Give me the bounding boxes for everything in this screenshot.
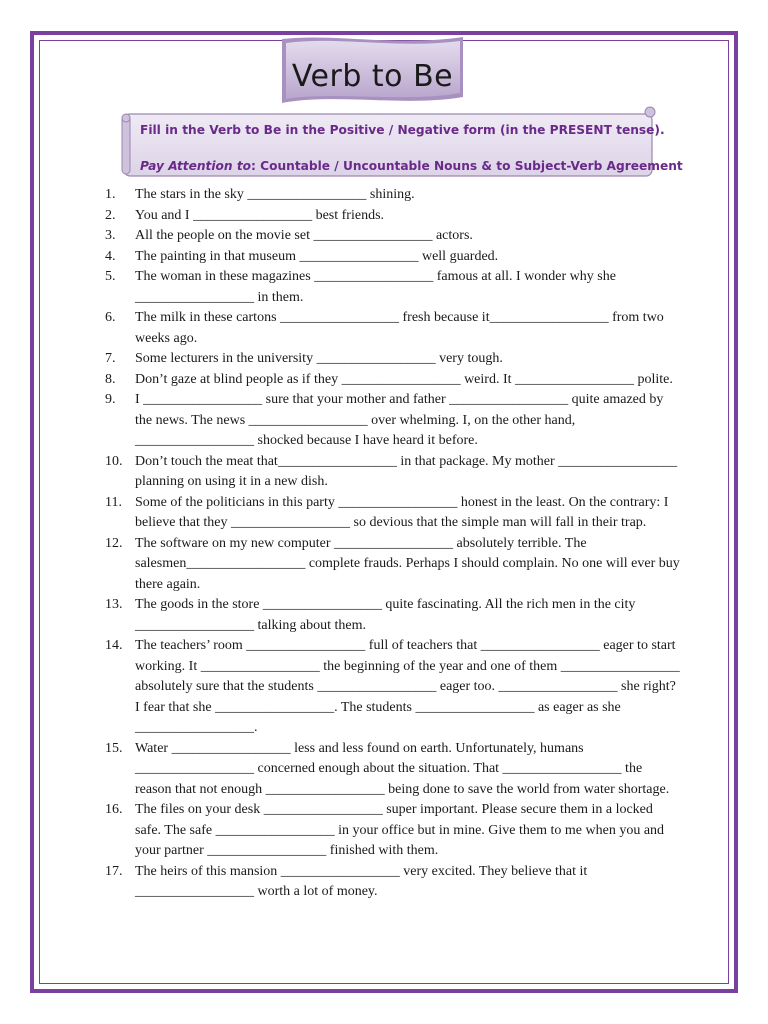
question-item [105,800,680,862]
question-item [105,267,680,308]
question-number: 11. [105,494,122,510]
question-text: Some lecturers in the university _________________ very tough. [135,351,503,366]
question-text: I _________________ sure that your mother and father _________________ quite amazed by the news. The news _________________ over whelming. I, on the other hand, _________________ shocked because I have heard it before. [135,392,664,448]
instruction-line-2-rest: : Countable / Uncountable Nouns & to Subject-Verb Agreement [251,159,683,173]
question-number: 5. [105,269,116,284]
question-number: 7. [105,351,116,366]
question-number: 1. [105,187,116,202]
question-item [105,206,680,227]
question-text: The heirs of this mansion _________________ very excited. They believe that it _________________ worth a lot of money. [135,863,588,899]
question-item [105,739,680,801]
question-text: Water _________________ less and less found on earth. Unfortunately, humans _________________ concerned enough about the situation. That _________________ the reason that not enough _________________ being done to save the world from water shortage. [135,740,670,797]
instructions-scroll [118,106,683,180]
question-item [105,247,680,268]
question-number: 8. [105,371,116,387]
question-text: The teachers’ room _________________ full of teachers that _________________ eager to start working. It _________________ the beginning of the year and one of them _________________ absolutely sure that the students _________________ eager too. _________________ she right? I fear that she _________________. The students _________________ as eager as she _________________. [135,638,680,735]
question-number: 15. [105,740,123,756]
question-number: 10. [105,453,123,469]
title-banner [276,33,469,111]
question-list [105,185,680,903]
question-item [105,390,680,452]
question-number: 2. [105,207,116,223]
question-number: 14. [105,638,123,653]
question-text: The woman in these magazines _________________ famous at all. I wonder why she _________________ in them. [135,269,616,305]
page-title: Verb to Be [291,59,454,94]
question-item [105,595,680,636]
question-item [105,493,680,534]
question-item [105,349,680,370]
question-text: The goods in the store _________________ quite fascinating. All the rich men in the city _________________ talking about them. [135,597,636,633]
question-item [105,534,680,596]
question-number: 4. [105,248,116,264]
question-text: The software on my new computer _________________ absolutely terrible. The salesmen_________________ complete frauds. Perhaps I should complain. No one will ever buy there again. [135,535,680,592]
question-item [105,862,680,903]
question-text: You and I _________________ best friends. [135,207,385,223]
question-number: 16. [105,802,123,817]
question-text: The stars in the sky _________________ shining. [135,187,415,202]
question-number: 9. [105,392,116,407]
question-text: The milk in these cartons _________________ fresh because it_________________ from two weeks ago. [135,310,664,346]
instruction-emphasis: Pay Attention to [140,159,252,173]
question-number: 12. [105,535,123,551]
question-text: The painting in that museum _________________ well guarded. [135,248,499,264]
question-number: 17. [105,863,123,879]
question-item [105,308,680,349]
question-item [105,452,680,493]
question-text: Some of the politicians in this party _________________ honest in the least. On the contrary: I believe that they _________________ so devious that the simple man will fall in their trap. [135,494,669,530]
question-item [105,226,680,247]
question-item [105,185,680,206]
question-text: Don’t touch the meat that_________________ in that package. My mother _________________ planning on using it in a new dish. [135,453,678,489]
question-text: The files on your desk _________________ super important. Please secure them in a locked safe. The safe _________________ in your office but in mine. Give them to me when you and your partner _________________ finished with them. [135,802,665,858]
question-item [105,370,680,391]
question-number: 13. [105,597,123,612]
question-text: All the people on the movie set _________________ actors. [135,228,473,243]
question-text: Don’t gaze at blind people as if they _________________ weird. It _________________ polite. [135,371,673,387]
instruction-line-2 [140,159,683,173]
question-item [105,636,680,739]
question-number: 3. [105,228,116,243]
question-number: 6. [105,310,116,325]
instruction-line-1: Fill in the Verb to Be in the Positive / Negative form (in the PRESENT tense). [140,123,665,137]
